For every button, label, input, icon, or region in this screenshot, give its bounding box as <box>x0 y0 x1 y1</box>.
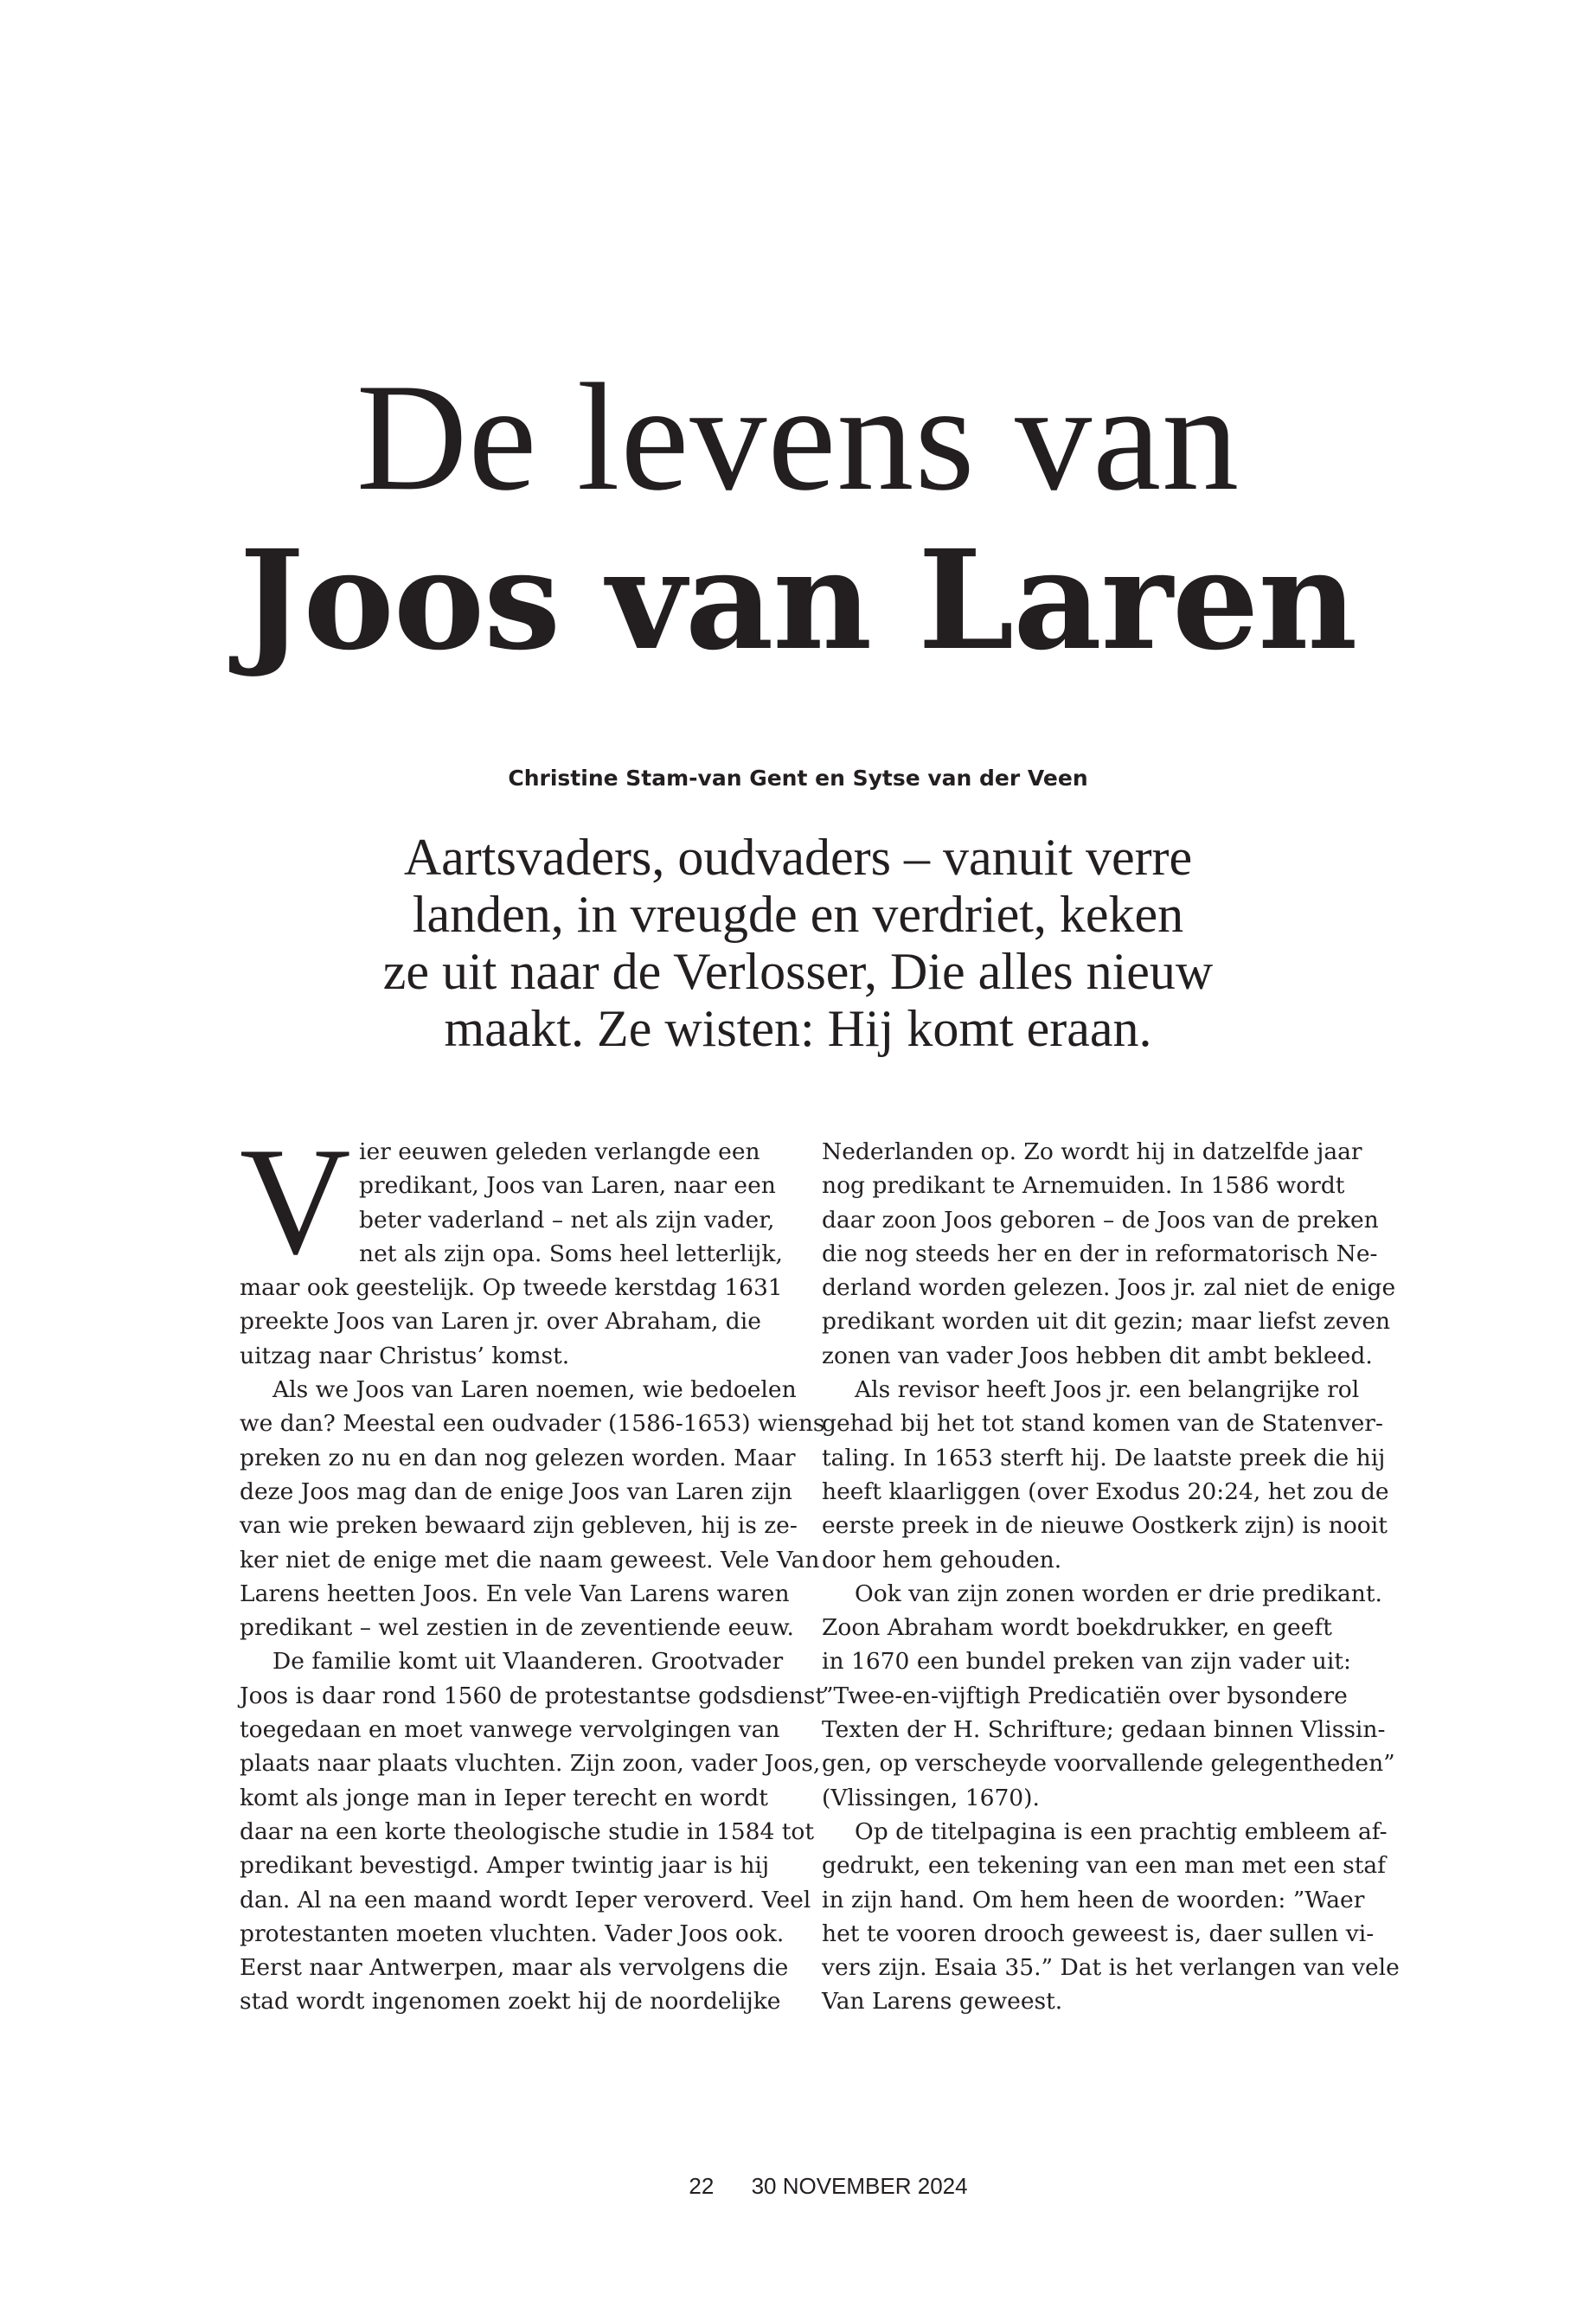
text-line: heeft klaarliggen (over Exodus 20:24, het zou de <box>822 1477 1389 1505</box>
lead-line: maakt. Ze wisten: Hij komt eraan. <box>444 1000 1152 1057</box>
body-paragraph <box>240 1373 825 1644</box>
text-line: in 1670 een bundel preken van zijn vader uit: <box>822 1648 1351 1676</box>
body-paragraph <box>822 1135 1396 1373</box>
body-paragraph <box>822 1815 1400 2019</box>
text-line: komt als jonge man in Ieper terecht en wordt <box>240 1784 768 1811</box>
page-number: 22 <box>689 2173 715 2199</box>
text-line: Als revisor heeft Joos jr. een belangrijke rol <box>855 1376 1360 1404</box>
text-line: derland worden gelezen. Joos jr. zal niet de enige <box>822 1274 1396 1302</box>
text-line: beter vaderland – net als zijn vader, <box>359 1206 775 1234</box>
text-line: Als we Joos van Laren noemen, wie bedoelen <box>272 1376 797 1404</box>
title-line-2: Joos van Laren <box>239 521 1357 681</box>
page-footer <box>0 2173 1596 2200</box>
byline: Christine Stam-van Gent en Sytse van der Veen <box>508 766 1088 791</box>
text-line: Van Larens geweest. <box>822 1988 1063 2016</box>
text-line: ker niet de enige met die naam geweest. Vele Van <box>240 1546 820 1574</box>
text-line: vers zijn. Esaia 35.” Dat is het verlangen van vele <box>822 1954 1400 1982</box>
body-column-left <box>240 1115 825 2019</box>
body-paragraph <box>240 1115 783 1373</box>
text-line: taling. In 1653 sterft hij. De laatste preek die hij <box>822 1444 1386 1471</box>
text-line: gen, op verscheyde voorvallende gelegentheden” <box>822 1750 1395 1778</box>
body-paragraph <box>822 1373 1389 1577</box>
text-line: van wie preken bewaard zijn gebleven, hij is ze- <box>240 1512 798 1540</box>
title-line-1: De levens van <box>356 351 1240 522</box>
text-line: (Vlissingen, 1670). <box>822 1784 1040 1811</box>
issue-date: 30 NOVEMBER 2024 <box>751 2173 968 2199</box>
text-line: Texten der H. Schrifture; gedaan binnen Vlissin- <box>822 1716 1386 1744</box>
text-line: nog predikant te Arnemuiden. In 1586 wordt <box>822 1172 1345 1200</box>
text-line: predikant – wel zestien in de zeventiende eeuw. <box>240 1614 794 1642</box>
body-column-right <box>822 1135 1400 2019</box>
text-line: die nog steeds her en der in reformatorisch Ne- <box>822 1240 1378 1267</box>
text-line: predikant bevestigd. Amper twintig jaar is hij <box>240 1852 770 1880</box>
text-line: deze Joos mag dan de enige Joos van Laren zijn <box>240 1477 792 1505</box>
text-line: gedrukt, een tekening van een man met een staf <box>822 1852 1386 1880</box>
text-line: maar ook geestelijk. Op tweede kerstdag 1631 <box>240 1274 783 1302</box>
text-line: preken zo nu en dan nog gelezen worden. Maar <box>240 1444 796 1471</box>
text-line: daar na een korte theologische studie in 1584 tot <box>240 1817 815 1845</box>
text-line: we dan? Meestal een oudvader (1586-1653) wiens <box>240 1410 825 1438</box>
text-line: Eerst naar Antwerpen, maar als vervolgens die <box>240 1954 789 1982</box>
text-line: stad wordt ingenomen zoekt hij de noordelijke <box>240 1988 781 2016</box>
text-line: gehad bij het tot stand komen van de Statenver- <box>822 1410 1383 1438</box>
text-line: Joos is daar rond 1560 de protestantse godsdienst <box>240 1682 825 1709</box>
text-line: Zoon Abraham wordt boekdrukker, en geeft <box>822 1614 1332 1642</box>
text-line: toegedaan en moet vanwege vervolgingen van <box>240 1716 780 1744</box>
text-line: uitzag naar Christus’ komst. <box>240 1342 570 1369</box>
text-line: predikant, Joos van Laren, naar een <box>359 1172 776 1200</box>
text-line: in zijn hand. Om hem heen de woorden: ”Waer <box>822 1886 1365 1913</box>
body-paragraph <box>822 1577 1395 1815</box>
text-line: het te vooren drooch geweest is, daer sullen vi- <box>822 1920 1375 1947</box>
lead-line: ze uit naar de Verlosser, Die alles nieuw <box>382 943 1214 1000</box>
text-line: door hem gehouden. <box>822 1546 1062 1574</box>
text-line: plaats naar plaats vluchten. Zijn zoon, vader Joos, <box>240 1750 821 1778</box>
drop-cap: V <box>240 1115 351 1286</box>
article-title <box>0 351 1596 683</box>
text-line: ”Twee-en-vijftigh Predicatiën over bysondere <box>822 1682 1348 1709</box>
text-line: Nederlanden op. Zo wordt hij in datzelfde jaar <box>822 1138 1362 1165</box>
text-line: preekte Joos van Laren jr. over Abraham, die <box>240 1308 761 1336</box>
text-line: zonen van vader Joos hebben dit ambt bekleed. <box>822 1342 1373 1369</box>
text-line: predikant worden uit dit gezin; maar liefst zeven <box>822 1308 1391 1336</box>
text-line: protestanten moeten vluchten. Vader Joos ook. <box>240 1920 785 1947</box>
lead-line: landen, in vreugde en verdriet, keken <box>412 886 1184 943</box>
text-line: daar zoon Joos geboren – de Joos van de preken <box>822 1206 1379 1234</box>
text-line: dan. Al na een maand wordt Ieper veroverd. Veel <box>240 1886 811 1913</box>
text-line: ier eeuwen geleden verlangde een <box>359 1138 760 1165</box>
lead-line: Aartsvaders, oudvaders – vanuit verre <box>403 829 1193 886</box>
lead-paragraph <box>311 829 1285 1057</box>
text-line: Op de titelpagina is een prachtig embleem af- <box>855 1817 1388 1845</box>
text-line: De familie komt uit Vlaanderen. Grootvader <box>272 1648 784 1676</box>
body-paragraph <box>240 1644 825 2018</box>
text-line: net als zijn opa. Soms heel letterlijk, <box>359 1240 783 1267</box>
text-line: Ook van zijn zonen worden er drie predikant. <box>855 1580 1382 1607</box>
text-line: eerste preek in de nieuwe Oostkerk zijn) is nooit <box>822 1512 1388 1540</box>
text-line: Larens heetten Joos. En vele Van Larens waren <box>240 1580 790 1607</box>
